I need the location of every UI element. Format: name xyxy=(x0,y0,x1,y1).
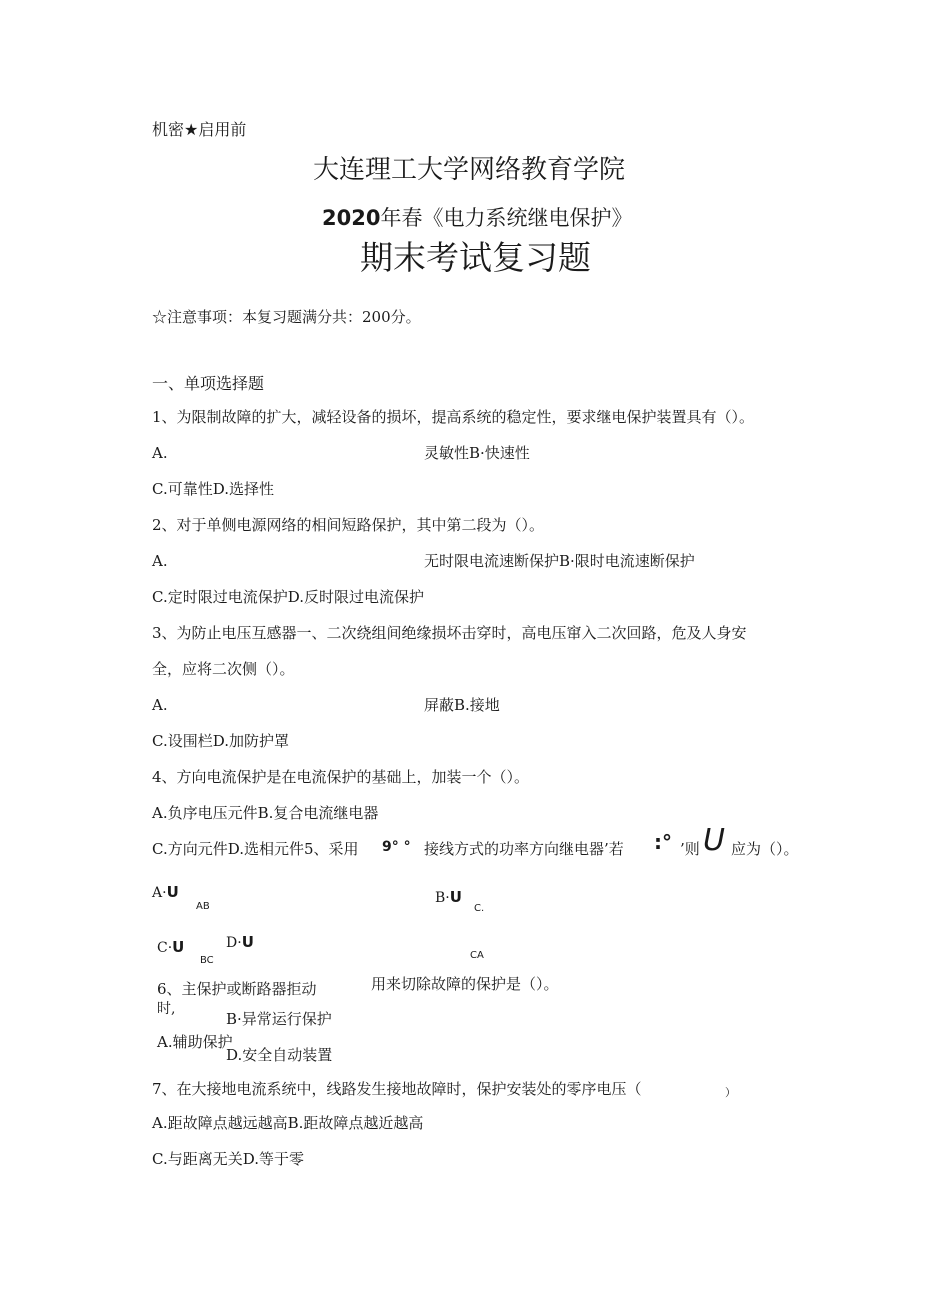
option-d-prefix: D· xyxy=(226,935,242,951)
option-b-symbol: U xyxy=(449,888,462,906)
question-7-stem: 7、在大接地电流系统中，线路发生接地故障时，保护安装处的零序电压（ xyxy=(152,1080,642,1098)
question-5-option-d-subscript: CA xyxy=(470,950,484,961)
question-4-options-ab: A.负序电压元件B.复合电流继电器 xyxy=(152,804,379,822)
option-b-prefix: B· xyxy=(435,890,450,906)
question-4-stem: 4、方向电流保护是在电流保护的基础上，加装一个（）。 xyxy=(152,768,530,786)
question-4-options-cd-question-5-start: C.方向元件D.选相元件5、采用 xyxy=(152,840,359,858)
option-d-symbol: U xyxy=(241,933,254,951)
option-a-symbol: U xyxy=(166,883,179,901)
question-6-stem-part-2: 用来切除故障的保护是（）。 xyxy=(371,975,559,993)
option-c-prefix: C· xyxy=(157,940,173,956)
question-3-options-ab: 屏蔽B.接地 xyxy=(424,696,500,714)
question-5-angle: 9° ° xyxy=(382,839,411,855)
course-name: 年春《电力系统继电保护》 xyxy=(380,206,633,230)
question-5-option-b-subscript: C. xyxy=(474,903,485,914)
question-6-option-d: D.安全自动装置 xyxy=(226,1046,333,1064)
question-3-options-cd: C.设围栏D.加防护罩 xyxy=(152,732,289,750)
question-2-stem: 2、对于单侧电源网络的相间短路保护，其中第二段为（）。 xyxy=(152,516,545,534)
question-6-option-a: A.辅助保护 xyxy=(157,1033,233,1051)
question-6-stem-part-1: 6、主保护或断路器拒动 xyxy=(157,980,317,998)
question-5-option-c-subscript: BC xyxy=(200,955,214,966)
question-1-options-ab: 灵敏性B·快速性 xyxy=(424,444,530,462)
question-5-option-a xyxy=(152,885,179,900)
question-7-options-cd: C.与距离无关D.等于零 xyxy=(152,1150,304,1168)
question-7-options-ab: A.距故障点越远越高B.距故障点越近越高 xyxy=(152,1114,424,1132)
question-7-stem-close: ） xyxy=(725,1086,736,1099)
question-5-voltage-symbol: U xyxy=(703,823,725,858)
question-3-stem-line-1: 3、为防止电压互感器一、二次绕组间绝缘损坏击穿时，高电压窜入二次回路，危及人身安 xyxy=(152,624,747,642)
school-name: 大连理工大学网络教育学院 xyxy=(313,155,626,185)
exam-year: 2020 xyxy=(322,206,381,230)
question-2-options-cd: C.定时限过电流保护D.反时限过电流保护 xyxy=(152,588,424,606)
exam-title: 期末考试复习题 xyxy=(360,238,591,277)
question-6-stem-wrap: 时, xyxy=(157,1001,176,1017)
question-2-options-ab: 无时限电流速断保护B·限时电流速断保护 xyxy=(424,552,695,570)
question-1-option-a-label: A. xyxy=(152,444,168,462)
question-5-option-d xyxy=(226,935,254,950)
question-1-options-cd: C.可靠性D.选择性 xyxy=(152,480,274,498)
question-5-option-a-subscript: AB xyxy=(196,901,210,912)
question-5-symbol: :° xyxy=(654,830,672,854)
confidential-label: 机密★启用前 xyxy=(152,120,247,139)
question-2-option-a-label: A. xyxy=(152,552,168,570)
notice: ☆注意事项：本复习题满分共：200分。 xyxy=(152,308,421,326)
question-5-stem-part-2: 接线方式的功率方向继电器’若 xyxy=(424,840,624,858)
section-title: 一、单项选择题 xyxy=(152,374,265,393)
question-5-then: ’则 xyxy=(680,840,700,858)
question-5-stem-end: 应为（）。 xyxy=(731,840,799,858)
question-5-option-b xyxy=(435,890,462,905)
question-5-option-c xyxy=(157,940,184,955)
question-1-stem: 1、为限制故障的扩大，减轻设备的损坏，提高系统的稳定性，要求继电保护装置具有（）。 xyxy=(152,408,755,426)
option-c-symbol: U xyxy=(172,938,185,956)
question-3-option-a-label: A. xyxy=(152,696,168,714)
question-3-stem-line-2: 全，应将二次侧（）。 xyxy=(152,660,295,678)
course-title xyxy=(322,208,632,229)
option-a-prefix: A· xyxy=(152,885,167,901)
question-6-option-b: B·异常运行保护 xyxy=(226,1010,332,1028)
